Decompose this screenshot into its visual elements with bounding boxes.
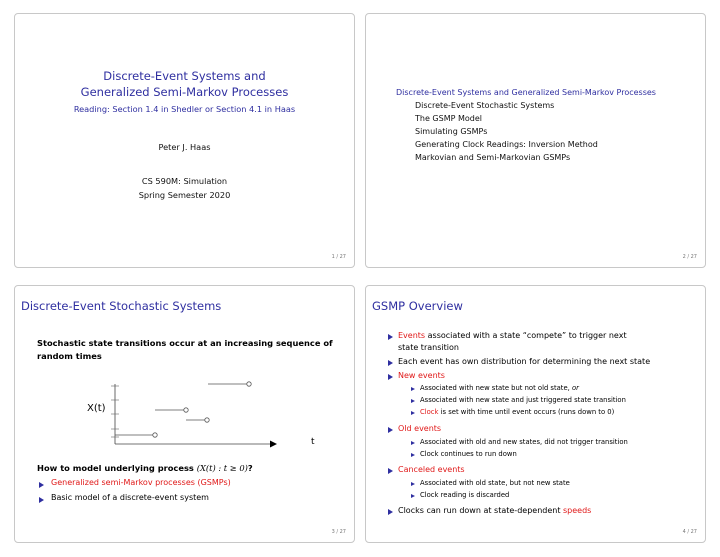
bullet-old-events: Old events xyxy=(398,424,442,433)
bullet-icon xyxy=(388,427,393,433)
bullet-icon xyxy=(388,468,393,474)
subbullet-icon xyxy=(411,399,415,403)
bullet-events: Events associated with a state “compete” to trigger next xyxy=(398,331,627,340)
page-number: 3 / 27 xyxy=(331,529,346,535)
slide-title xyxy=(14,13,355,268)
slide-title-line2: Generalized Semi-Markov Processes xyxy=(80,85,289,99)
frame-title: GSMP Overview xyxy=(372,299,463,313)
bullet-icon xyxy=(388,374,393,380)
slide-title-line1: Discrete-Event Systems and xyxy=(103,69,266,83)
subbullet-icon xyxy=(411,441,415,445)
bullet-basic-model: Basic model of a discrete-event system xyxy=(51,493,209,502)
subbullet-icon xyxy=(411,387,415,391)
bullet-clock-speeds: Clocks can run down at state-dependent speeds xyxy=(398,506,592,515)
subbullet-icon xyxy=(411,453,415,457)
y-axis-label: X(t) xyxy=(87,403,106,414)
page-number: 4 / 27 xyxy=(682,529,697,535)
question-text: How to model underlying process (X(t) : t ≥ 0)? xyxy=(37,463,253,473)
outline-item: Markovian and Semi-Markovian GSMPs xyxy=(415,153,571,162)
x-axis-label: t xyxy=(311,437,315,447)
subbullet: Associated with old state, but not new state xyxy=(420,479,570,487)
subbullet-icon xyxy=(411,482,415,486)
subbullet: Associated with new state and just triggered state transition xyxy=(420,396,626,404)
slide-outline xyxy=(365,13,706,268)
bullet-gsmp: Generalized semi-Markov processes (GSMPs) xyxy=(51,478,231,487)
subbullet: Clock is set with time until event occurs (runs down to 0) xyxy=(420,408,615,416)
subbullet: Associated with new state but not old state, or xyxy=(420,384,579,392)
bullet-icon xyxy=(388,509,393,515)
author: Peter J. Haas xyxy=(158,142,211,152)
bullet-icon xyxy=(39,482,44,488)
bullet-icon xyxy=(388,360,393,366)
bullet-distribution: Each event has own distribution for determining the next state xyxy=(398,357,651,366)
course: CS 590M: Simulation xyxy=(141,176,228,186)
outline-heading: Discrete-Event Systems and Generalized Semi-Markov Processes xyxy=(396,88,656,97)
outline-item: Simulating GSMPs xyxy=(415,127,488,136)
subbullet-icon xyxy=(411,411,415,415)
bullet-events-cont: state transition xyxy=(398,343,459,352)
subbullet-icon xyxy=(411,494,415,498)
subbullet: Clock continues to run down xyxy=(420,450,517,458)
lead-text: Stochastic state transitions occur at an increasing sequence of random times xyxy=(37,338,333,361)
page-number: 2 / 27 xyxy=(682,254,697,260)
page-number: 1 / 27 xyxy=(331,254,346,260)
outline-item: The GSMP Model xyxy=(415,114,482,123)
subbullet: Associated with old and new states, did not trigger transition xyxy=(420,438,628,446)
frame-title: Discrete-Event Stochastic Systems xyxy=(21,299,222,313)
slide-discrete-event xyxy=(14,285,355,543)
bullet-icon xyxy=(388,334,393,340)
semester: Spring Semester 2020 xyxy=(138,190,231,200)
outline-item: Discrete-Event Stochastic Systems xyxy=(415,101,555,110)
sample-path-diagram xyxy=(15,378,355,468)
bullet-new-events: New events xyxy=(398,371,445,380)
reading-note: Reading: Section 1.4 in Shedler or Section 4.1 in Haas xyxy=(73,104,296,114)
subbullet: Clock reading is discarded xyxy=(420,491,510,499)
outline-item: Generating Clock Readings: Inversion Method xyxy=(415,140,598,149)
bullet-canceled-events: Canceled events xyxy=(398,465,465,474)
slide-gsmp-overview xyxy=(365,285,706,543)
bullet-icon xyxy=(39,497,44,503)
